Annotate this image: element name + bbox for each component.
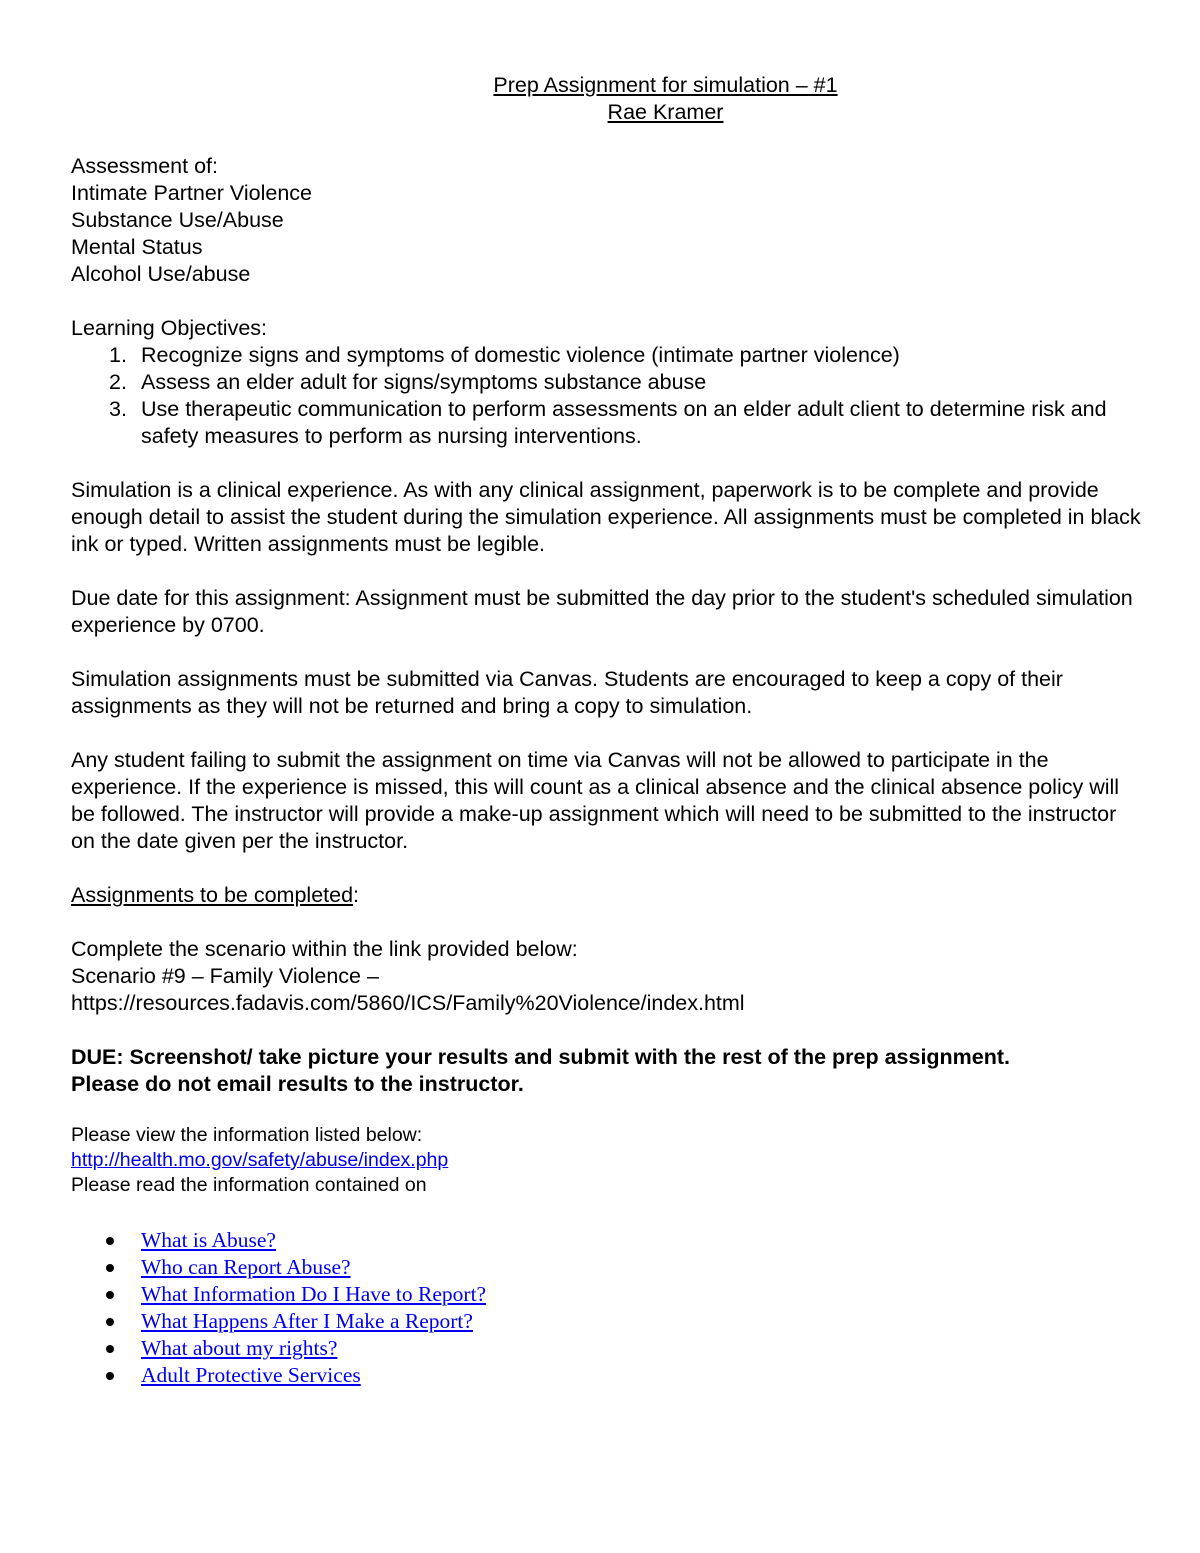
bullet-icon: [106, 1237, 114, 1245]
list-item: [71, 1254, 1141, 1281]
objectives-list: [71, 342, 1141, 450]
objective-text: Use therapeutic communication to perform assessments on an elder adult client to determine risk and safety measures to perform as nursing interventions.: [141, 397, 1107, 448]
scenario-url: https://resources.fadavis.com/5860/ICS/Family%20Violence/index.html: [71, 991, 745, 1015]
read-instruction: Please read the information contained on: [71, 1174, 427, 1196]
link-what-is-abuse[interactable]: What is Abuse?: [141, 1228, 276, 1252]
view-section: [71, 1123, 1141, 1198]
assignments-heading-colon: :: [353, 883, 360, 907]
scenario-instruction: Complete the scenario within the link provided below:: [71, 937, 578, 961]
failing-paragraph: Any student failing to submit the assignment on time via Canvas will not be allowed to participate in the experience. If the experience is missed, this will count as a clinical absence and the clinical absence policy will be followed. The instructor will provide a make-up assignment which will need to be submitted to the instructor on the date given per the instructor.: [71, 748, 1120, 853]
assessment-item: Alcohol Use/abuse: [71, 262, 251, 286]
author-name: Rae Kramer: [607, 100, 724, 124]
objectives-section: [71, 315, 1141, 450]
bullet-icon: [106, 1291, 114, 1299]
objective-text: Assess an elder adult for signs/symptoms substance abuse: [141, 370, 707, 394]
link-adult-protective-services[interactable]: Adult Protective Services: [141, 1363, 361, 1387]
due-line: Please do not email results to the instructor.: [71, 1072, 524, 1096]
due-date-paragraph: Due date for this assignment: Assignment must be submitted the day prior to the student's scheduled simulation experience by 0700.: [71, 586, 1133, 637]
list-item: [71, 1362, 1141, 1389]
assignments-heading: Assignments to be completed: [71, 883, 354, 907]
bullet-icon: [106, 1372, 114, 1380]
bullet-icon: [106, 1264, 114, 1272]
due-line: DUE: Screenshot/ take picture your results and submit with the rest of the prep assignment.: [71, 1045, 1011, 1069]
health-link[interactable]: http://health.mo.gov/safety/abuse/index.php: [71, 1149, 449, 1171]
objectives-heading: Learning Objectives:: [71, 316, 267, 340]
assignments-heading-line: [71, 882, 1141, 909]
list-item: [71, 1227, 1141, 1254]
list-item: [71, 1308, 1141, 1335]
list-item: [71, 1281, 1141, 1308]
link-my-rights[interactable]: What about my rights?: [141, 1336, 338, 1360]
canvas-paragraph: Simulation assignments must be submitted via Canvas. Students are encouraged to keep a copy of their assignments as they will not be returned and bring a copy to simulation.: [71, 667, 1063, 718]
objective-item: [71, 369, 1141, 396]
assessment-section: [71, 153, 1141, 288]
link-what-happens[interactable]: What Happens After I Make a Report?: [141, 1309, 473, 1333]
objective-item: [71, 396, 1141, 450]
scenario-title: Scenario #9 – Family Violence –: [71, 964, 379, 988]
view-instruction: Please view the information listed below:: [71, 1124, 423, 1146]
link-who-can-report[interactable]: Who can Report Abuse?: [141, 1255, 351, 1279]
link-what-information[interactable]: What Information Do I Have to Report?: [141, 1282, 487, 1306]
objective-item: [71, 342, 1141, 369]
page-title: Prep Assignment for simulation – #1: [493, 73, 838, 97]
assessment-item: Intimate Partner Violence: [71, 181, 313, 205]
objective-text: Recognize signs and symptoms of domestic violence (intimate partner violence): [141, 343, 900, 367]
assignments-section: [71, 882, 1141, 1017]
due-notice: [71, 1044, 1141, 1098]
simulation-paragraph: Simulation is a clinical experience. As with any clinical assignment, paperwork is to be complete and provide enough detail to assist the student during the simulation experience. All assignments must be completed in black ink or typed. Written assignments must be legible.: [71, 478, 1141, 556]
assessment-item: Mental Status: [71, 235, 203, 259]
objective-number: 3.: [109, 397, 127, 421]
title-block: [0, 72, 1200, 126]
bullet-icon: [106, 1345, 114, 1353]
objective-number: 2.: [109, 370, 127, 394]
bullet-icon: [106, 1318, 114, 1326]
assessment-item: Substance Use/Abuse: [71, 208, 284, 232]
assessment-heading: Assessment of:: [71, 154, 218, 178]
objective-number: 1.: [109, 343, 127, 367]
list-item: [71, 1335, 1141, 1362]
document-page: [71, 72, 1141, 1389]
resource-links-list: [71, 1227, 1141, 1389]
